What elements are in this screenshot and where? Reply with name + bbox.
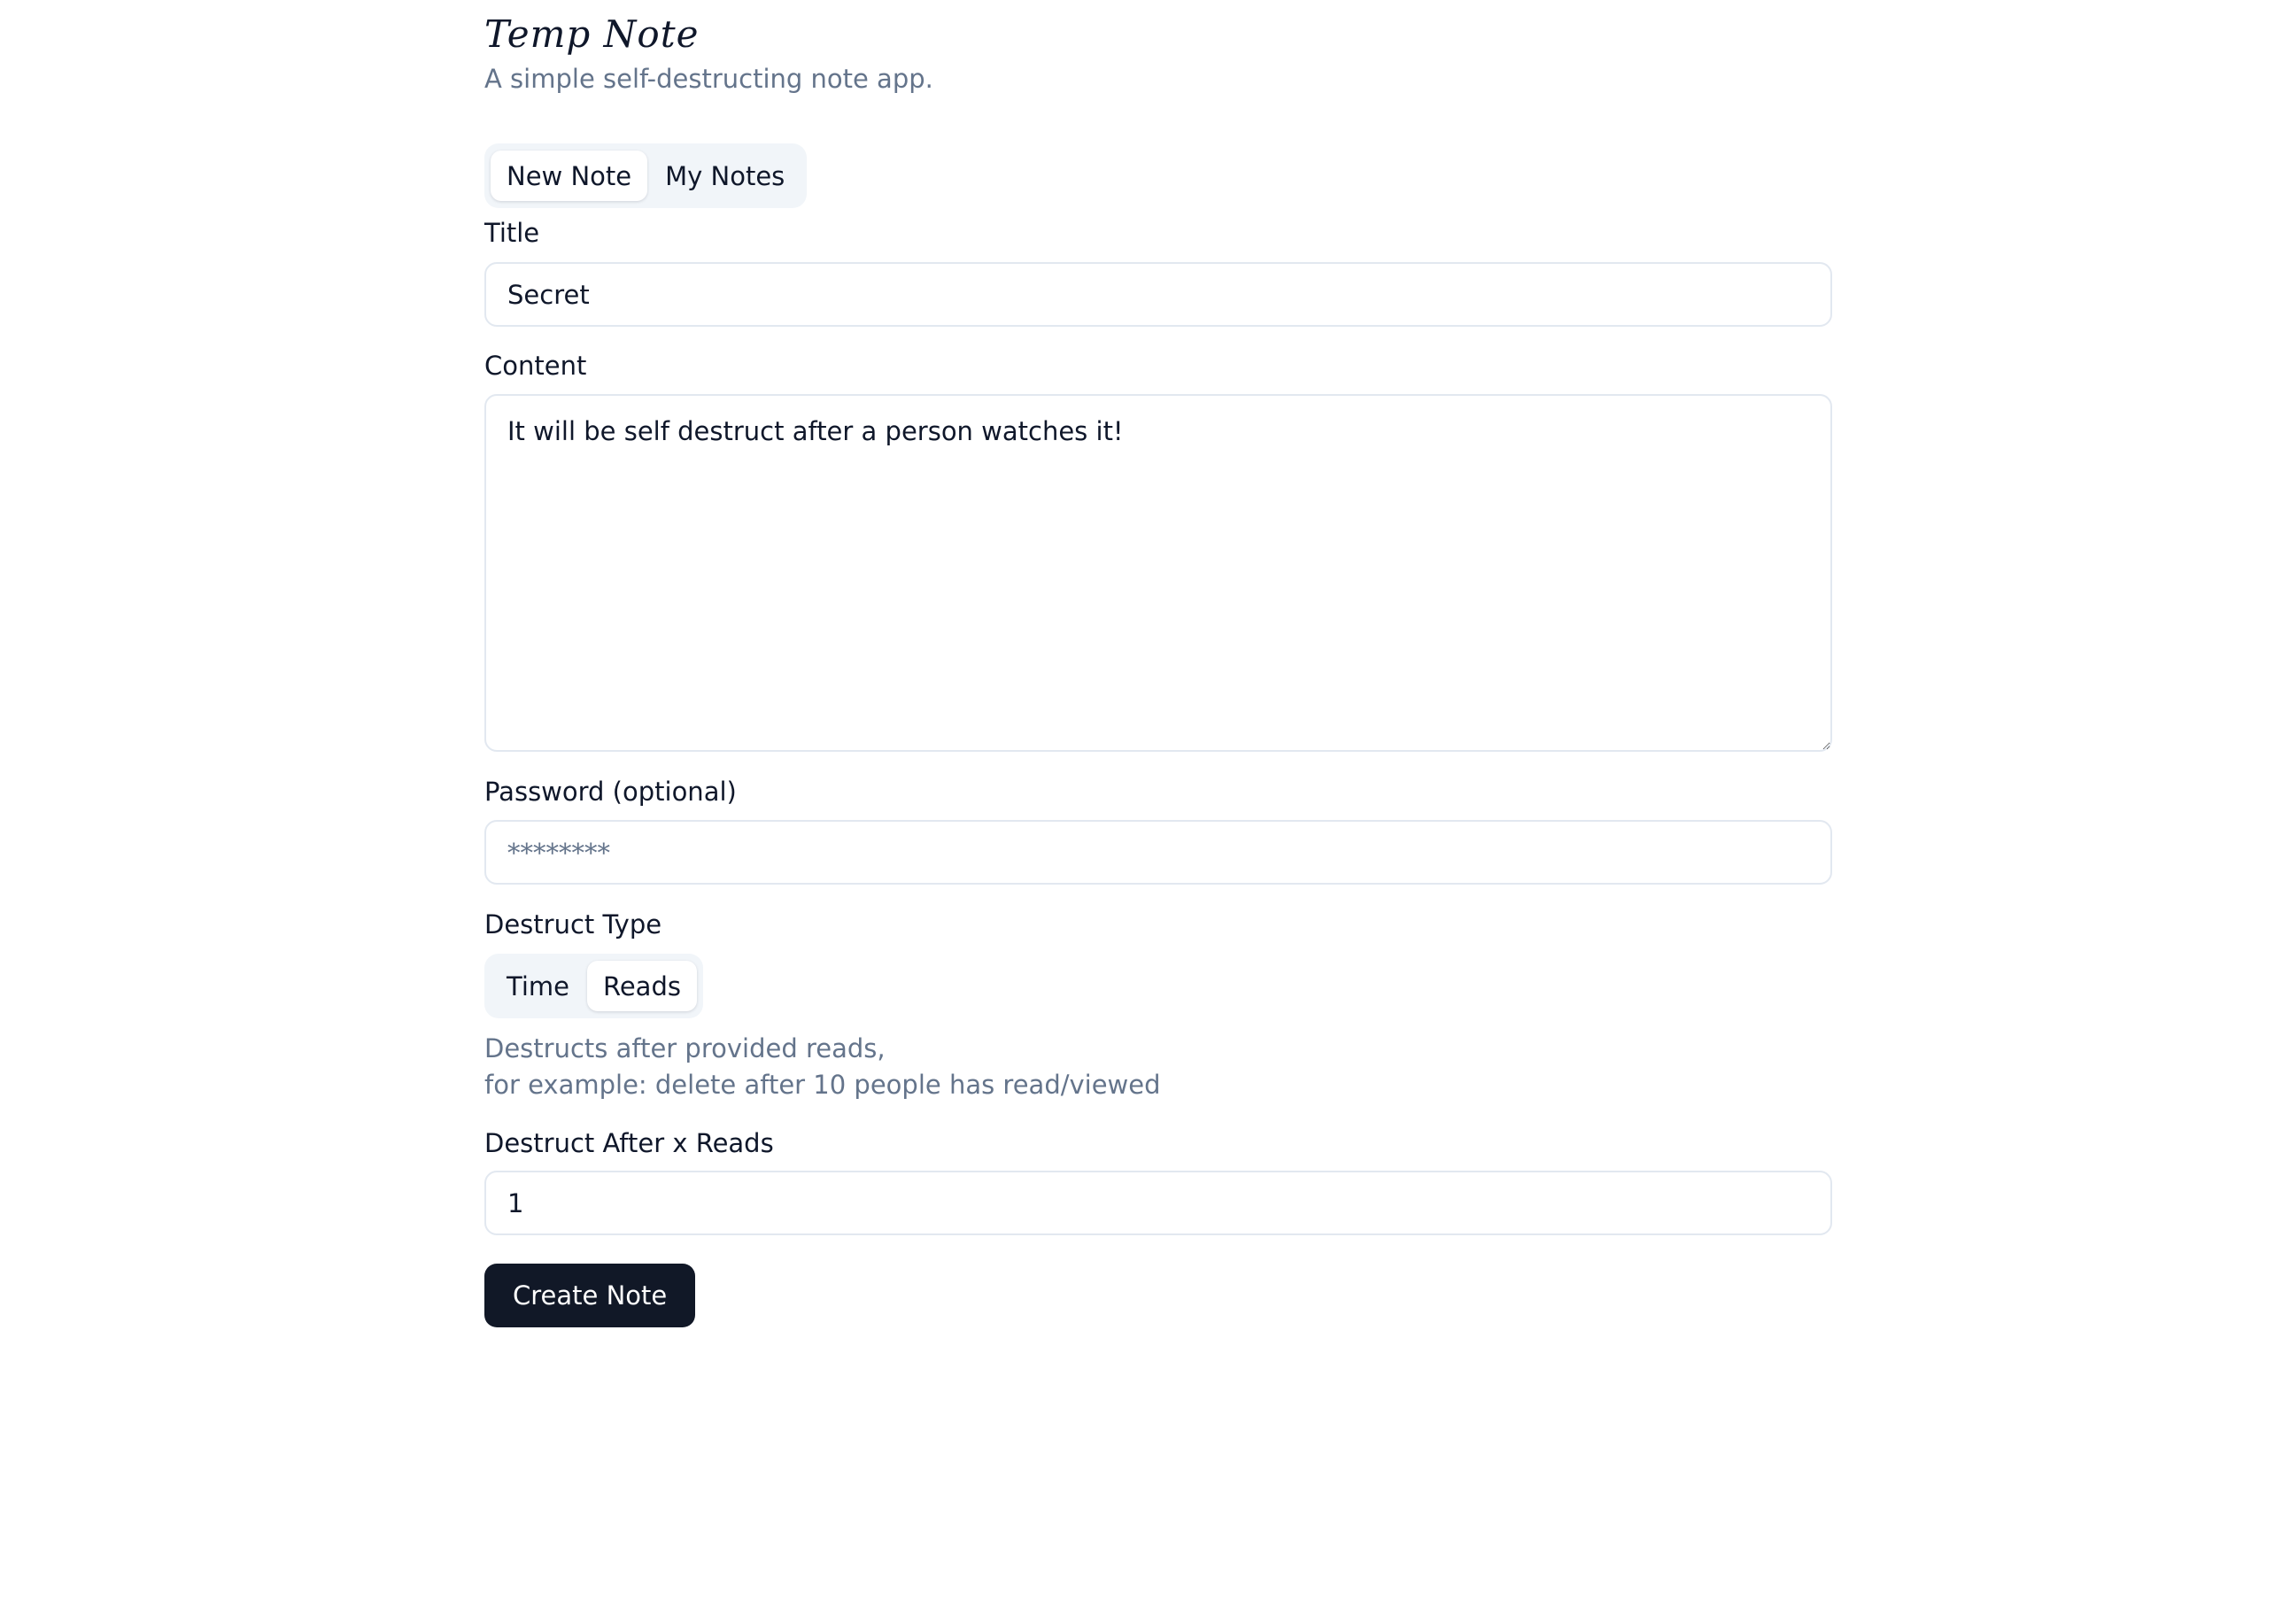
title-label: Title	[484, 218, 540, 248]
title-input[interactable]	[484, 262, 1832, 327]
destruct-type-reads[interactable]: Reads	[587, 961, 697, 1011]
content-label: Content	[484, 351, 587, 381]
tab-my-notes[interactable]: My Notes	[665, 160, 785, 191]
help-line-2: for example: delete after 10 people has read/viewed	[484, 1070, 1161, 1100]
password-input[interactable]	[484, 820, 1832, 885]
tab-new-note[interactable]: New Note	[491, 151, 647, 201]
destruct-type-label: Destruct Type	[484, 909, 662, 940]
app-subtitle: A simple self-destructing note app.	[484, 64, 933, 94]
destruct-type-time[interactable]: Time	[507, 971, 569, 1001]
create-note-button[interactable]: Create Note	[484, 1264, 695, 1327]
destruct-help-text	[484, 1031, 1161, 1103]
main-tabs	[484, 143, 807, 208]
help-line-1: Destructs after provided reads,	[484, 1033, 886, 1063]
destruct-type-toggle	[484, 954, 703, 1018]
reads-input[interactable]	[484, 1171, 1832, 1235]
reads-label: Destruct After x Reads	[484, 1128, 774, 1158]
password-label: Password (optional)	[484, 777, 737, 807]
app-title: Temp Note	[484, 12, 700, 56]
content-textarea[interactable]	[484, 394, 1832, 752]
